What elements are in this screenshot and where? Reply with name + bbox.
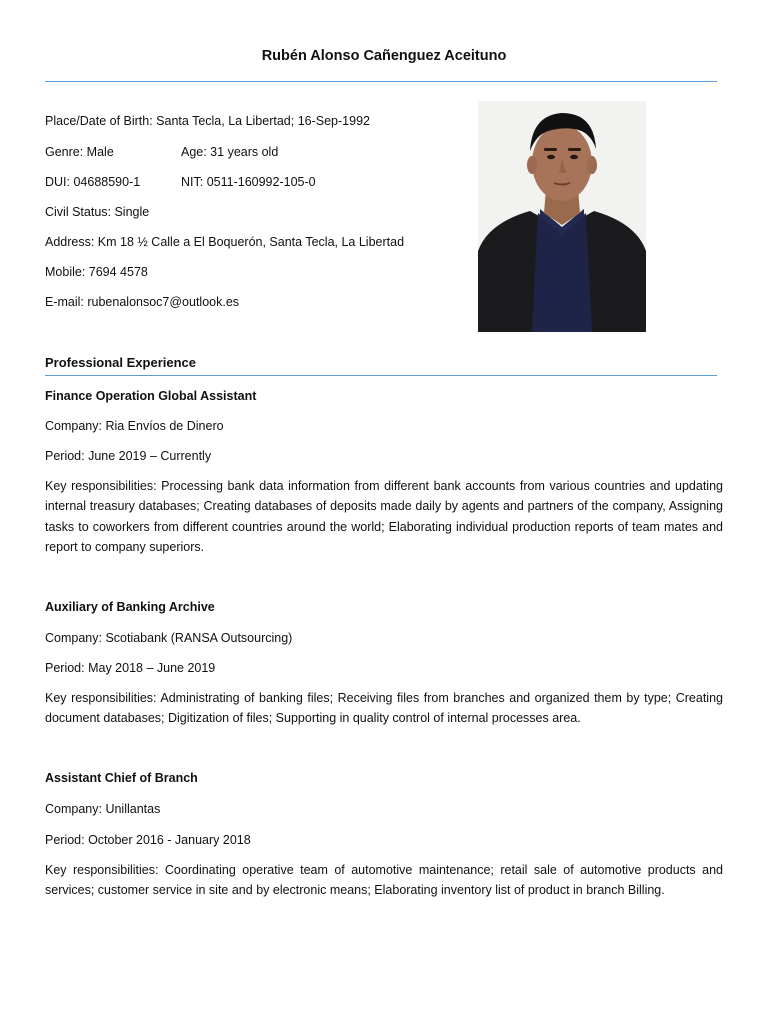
nit-info: NIT: 0511-160992-105-0: [181, 175, 316, 189]
address-info: Address: Km 18 ½ Calle a El Boquerón, Santa Tecla, La Libertad: [45, 235, 405, 249]
email-info: E-mail: rubenalonsoc7@outlook.es: [45, 295, 240, 309]
job-title: Auxiliary of Banking Archive: [45, 600, 215, 614]
birth-info: Place/Date of Birth: Santa Tecla, La Libertad; 16-Sep-1992: [45, 114, 370, 128]
header-divider: [45, 81, 717, 82]
job-company: Company: Unillantas: [45, 802, 161, 816]
job-period: Period: May 2018 – June 2019: [45, 661, 216, 675]
job-responsibilities: Key responsibilities: Coordinating operative team of automotive maintenance; retail sale of automotive products and services; customer service in site and by electronic means; Elaborating inventory list of product in branch Billing.: [45, 863, 723, 898]
age-info: Age: 31 years old: [181, 145, 279, 159]
job-company: Company: Ria Envíos de Dinero: [45, 419, 224, 433]
job-responsibilities: Key responsibilities: Processing bank data information from different bank accounts from various countries and updating internal treasury databases; Creating databases of deposits made daily by agents and partners of the company, Assigning tasks to coworkers from different countries around the world; Elaborating individual production reports of team mates and report to company superiors.: [45, 479, 723, 554]
job-company: Company: Scotiabank (RANSA Outsourcing): [45, 631, 293, 645]
section-divider: [45, 375, 717, 376]
job-title: Finance Operation Global Assistant: [45, 389, 257, 403]
profile-photo: [478, 101, 646, 332]
job-period: Period: October 2016 - January 2018: [45, 833, 251, 847]
job-title: Assistant Chief of Branch: [45, 771, 198, 785]
resume-name: Rubén Alonso Cañenguez Aceituno: [261, 48, 507, 64]
mobile-info: Mobile: 7694 4578: [45, 265, 148, 279]
job-period: Period: June 2019 – Currently: [45, 449, 212, 463]
civil-status-info: Civil Status: Single: [45, 205, 150, 219]
section-title-professional-experience: Professional Experience: [45, 355, 197, 370]
dui-info: DUI: 04688590-1: [45, 175, 141, 189]
genre-info: Genre: Male: [45, 145, 114, 159]
job-responsibilities: Key responsibilities: Administrating of banking files; Receiving files from branches and organized them by type; Creating document databases; Digitization of files; Supporting in quality control of internal processes area.: [45, 691, 723, 726]
